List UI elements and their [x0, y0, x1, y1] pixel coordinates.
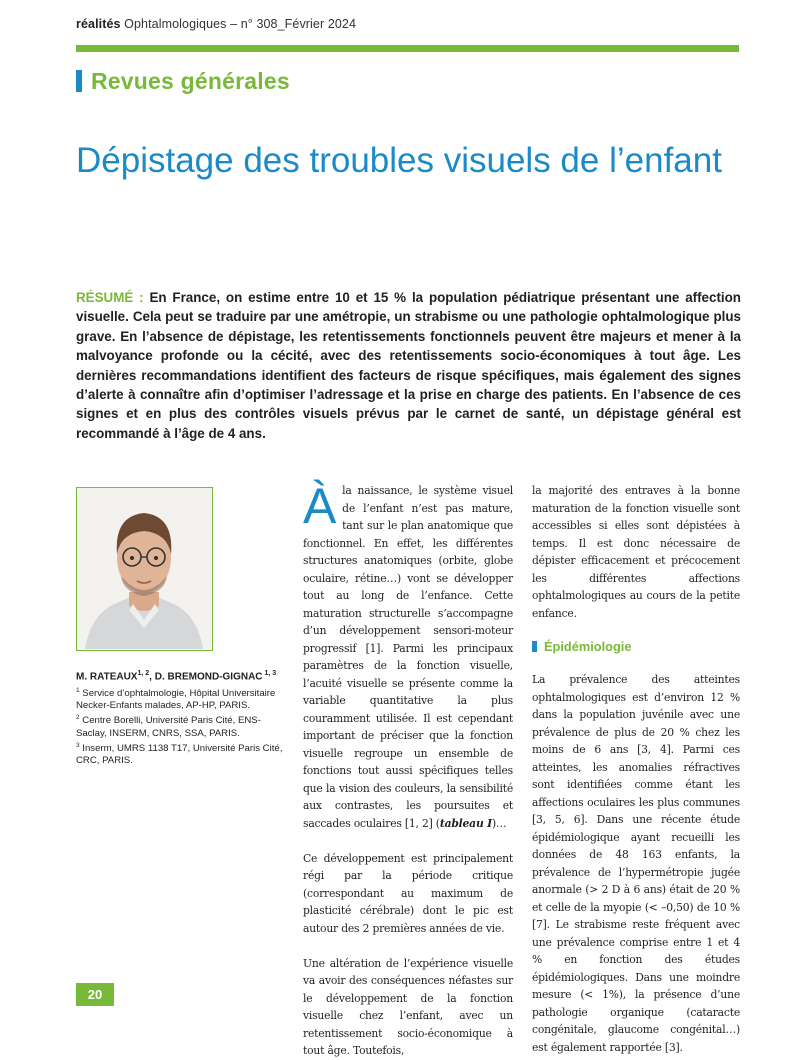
section-heading	[76, 66, 290, 96]
author-portrait-image	[77, 488, 211, 649]
body-column-2	[532, 482, 740, 1056]
body-column-1	[303, 478, 513, 1060]
abstract	[76, 288, 741, 443]
abstract-label: RÉSUMÉ :	[76, 290, 144, 305]
journal-name: réalités	[76, 17, 121, 31]
paragraph-alteration: Une altération de l’expérience visuelle va avoir des conséquences néfastes sur le développement de la fonction visuelle chez l’enfant, avec un retentissement socio-économique à tout âge. Toutefois,	[303, 956, 513, 1057]
subheading-epidemiologie: Épidémiologie	[532, 638, 740, 655]
page-number: 20	[76, 983, 114, 1006]
section-marker	[76, 70, 82, 92]
paragraph-prevalence: La prévalence des atteintes ophtalmologiques est d’environ 12 % dans la population juvénile avec une prévalence de plus de 20 % chez les moins de 6 ans [3, 4]. Parmi ces atteintes, les anomalies réfractives sont identifiées comme étant les affections oculaires les plus communes [3, 5, 6]. Dans une récente étude épidémiologique ayant recueilli les données de 48 163 enfants, la prévalence de l’hypermétropie jugée anormale (> 2 D à 6 ans) était de 20 % et celle de la myopie (< –0,50) de 10 % [7]. Le strabisme reste fréquent avec une prévalence comprise entre 1 et 4 % en fonction des études épidémiologiques. Dans une moindre mesure (< 1%), la présence d’une pathologie organique (cataracte congénitale, glaucome congénital…) est également rapportée [3].	[532, 673, 740, 1054]
affiliation-1: $^1$ Service d’ophtalmologie, Hôpital Universitaire Necker-Enfants malades, AP-HP, PARIS.	[76, 686, 276, 711]
journal-header	[76, 17, 356, 31]
author-block	[76, 668, 286, 767]
header-rule	[76, 45, 739, 52]
paragraph-critical-period: Ce développement est principalement régi par la période critique (correspondant au maximum de plasticité cérébrale) dont le pic est autour des 2 premières années de vie.	[303, 851, 513, 935]
subheading-marker	[532, 641, 537, 652]
paragraph-screening: la majorité des entraves à la bonne maturation de la fonction visuelle sont accessibles si elles sont dépistées à temps. Il est donc nécessaire de dépister efficacement et précocement les différentes affections ophtalmologiques au cours de la petite enfance.	[532, 484, 740, 620]
drop-cap: À	[303, 478, 337, 534]
abstract-text: En France, on estime entre 10 et 15 % la population pédiatrique présentant une affection visuelle. Cela peut se traduire par une amétropie, un strabisme ou une pathologie ophtalmologique plus grave. En l’absence de dépistage, les retentissements fonctionnels peuvent être majeurs et mener à la malvoyance profonde ou la cécité, avec des retentissements socio-économiques à tout âge. Les dernières recommandations identifient des facteurs de risque spécifiques, mais également des signes d’alerte à connaître afin d’optimiser l’adressage et la prise en charge des patients. En l’absence de ces signes et en plus des contrôles visuels prévus par le carnet de santé, un dépistage général est recommandé à l’âge de 4 ans.	[76, 290, 741, 441]
author-names: M. RATEAUX$^{1, 2}$, D. BREMOND-GIGNAC $^{1, 3}$	[76, 670, 277, 683]
journal-issue: Ophtalmologiques – n° 308_Février 2024	[120, 17, 357, 31]
table-reference: tableau I	[439, 816, 492, 830]
paragraph-intro: Àla naissance, le système visuel de l’enfant n’est pas mature, tant sur le plan anatomique que fonctionnel. En effet, les différentes structures anatomiques (orbite, globe oculaire, rétine…) vont se développer tout au long de l’enfance. Cette maturation structurelle s’accompagne d’un développement sensori-moteur progressif [1]. Parmi les principaux paramètres de la fonction visuelle, l’acuité visuelle se présente comme la variable quantitative la plus couramment utilisée. Il est cependant important de préciser que la fonction visuelle regroupe un ensemble de fonctions tout aussi spécifiques telles que la vision des couleurs, la sensibilité aux contrastes, les poursuites et saccades oculaires [1, 2] (tableau I)…	[303, 478, 513, 830]
affiliation-2: $^2$ Centre Borelli, Université Paris Cité, ENS-Saclay, INSERM, CNRS, SSA, PARIS.	[76, 714, 261, 739]
author-photo	[76, 487, 213, 651]
article-title: Dépistage des troubles visuels de l’enfant	[76, 141, 722, 180]
affiliation-3: $^3$ Inserm, UMRS 1138 T17, Université Paris Cité, CRC, PARIS.	[76, 741, 283, 767]
section-label: Revues générales	[91, 67, 290, 94]
